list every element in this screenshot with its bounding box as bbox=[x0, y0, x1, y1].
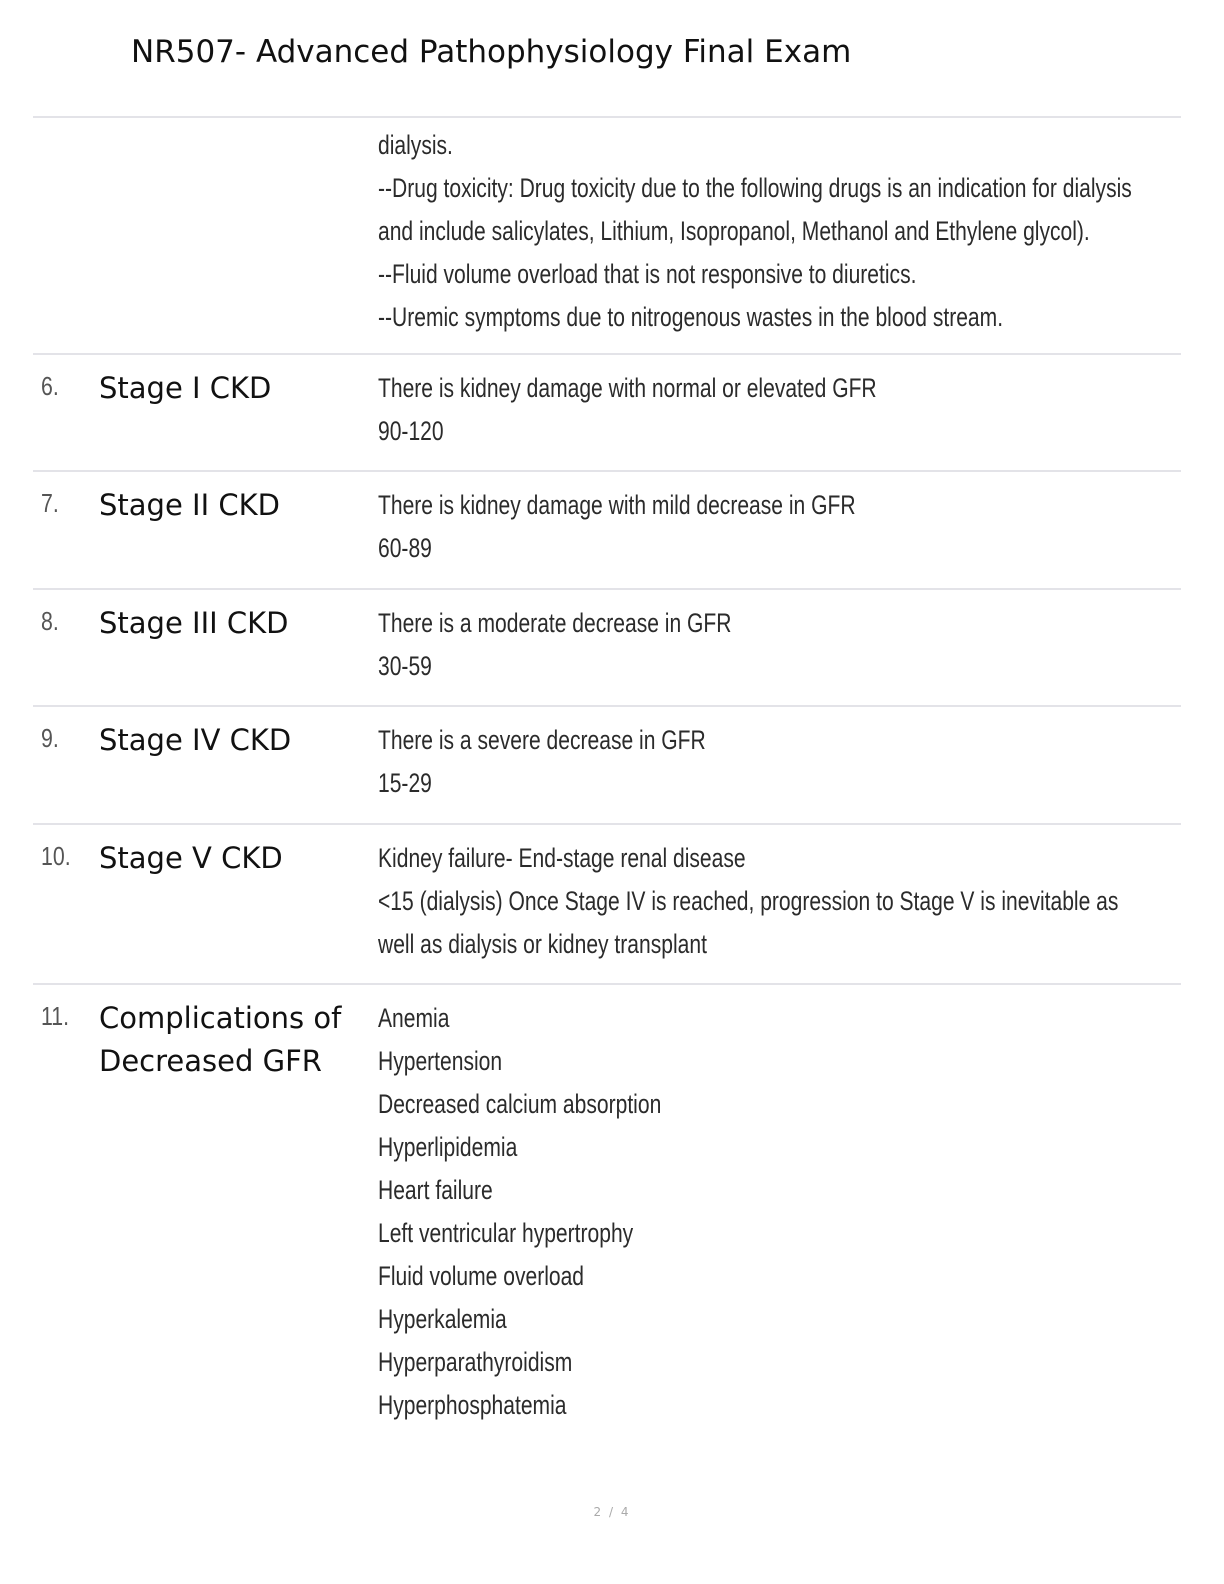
definition bbox=[378, 997, 1178, 1427]
continuation-row bbox=[33, 116, 1181, 353]
definition-line: --Fluid volume overload that is not responsive to diuretics. bbox=[378, 259, 917, 289]
definition-line: Hypertension bbox=[378, 1046, 503, 1076]
definition-line: There is kidney damage with mild decrease in GFR bbox=[378, 490, 856, 520]
page-number: 2 / 4 bbox=[593, 1505, 631, 1519]
definition bbox=[378, 484, 1178, 570]
card-row-7 bbox=[33, 470, 1181, 588]
definition-line: 90-120 bbox=[378, 416, 444, 446]
flashcard-table bbox=[33, 116, 1181, 1443]
definition-line: and include salicylates, Lithium, Isopropanol, Methanol and Ethylene glycol). bbox=[378, 216, 1090, 246]
definition bbox=[378, 602, 1178, 688]
card-row-11 bbox=[33, 983, 1181, 1443]
definition-line: Hyperlipidemia bbox=[378, 1132, 518, 1162]
definition-line: Heart failure bbox=[378, 1175, 493, 1205]
definition-line: 15-29 bbox=[378, 768, 432, 798]
card-row-8 bbox=[33, 588, 1181, 705]
definition-line: Hyperkalemia bbox=[378, 1304, 507, 1334]
definition-line: Kidney failure- End-stage renal disease bbox=[378, 843, 746, 873]
document-title: NR507- Advanced Pathophysiology Final Exam bbox=[131, 34, 852, 70]
definition-line: --Uremic symptoms due to nitrogenous wastes in the blood stream. bbox=[378, 302, 1004, 332]
card-term bbox=[99, 997, 369, 1083]
card-row-6 bbox=[33, 353, 1181, 470]
definition-line: Left ventricular hypertrophy bbox=[378, 1218, 634, 1248]
definition bbox=[378, 719, 1178, 805]
definition-line: Anemia bbox=[378, 1003, 450, 1033]
card-number: 9. bbox=[41, 723, 59, 753]
definition-line: Hyperparathyroidism bbox=[378, 1347, 573, 1377]
definition-line: There is a severe decrease in GFR bbox=[378, 725, 706, 755]
card-number: 11. bbox=[41, 1001, 70, 1031]
definition-line: 30-59 bbox=[378, 651, 432, 681]
card-term-line: Decreased GFR bbox=[99, 1044, 322, 1078]
definition-line: --Drug toxicity: Drug toxicity due to the following drugs is an indication for dialysis bbox=[378, 173, 1132, 203]
card-row-9 bbox=[33, 705, 1181, 823]
card-number: 7. bbox=[41, 488, 59, 518]
definition-line: 60-89 bbox=[378, 533, 432, 563]
card-term: Stage III CKD bbox=[99, 606, 289, 640]
card-term: Stage I CKD bbox=[99, 371, 272, 405]
definition-line: Hyperphosphatemia bbox=[378, 1390, 567, 1420]
card-number: 6. bbox=[41, 371, 59, 401]
definition-line: dialysis. bbox=[378, 130, 453, 160]
card-row-10 bbox=[33, 823, 1181, 983]
card-term: Stage V CKD bbox=[99, 841, 283, 875]
definition-line: There is a moderate decrease in GFR bbox=[378, 608, 732, 638]
definition-line: Decreased calcium absorption bbox=[378, 1089, 662, 1119]
card-term: Stage II CKD bbox=[99, 488, 280, 522]
definition bbox=[378, 837, 1178, 966]
definition bbox=[378, 367, 1178, 453]
definition-line: <15 (dialysis) Once Stage IV is reached, progression to Stage V is inevitable as bbox=[378, 886, 1119, 916]
definition-line: Fluid volume overload bbox=[378, 1261, 585, 1291]
definition bbox=[378, 124, 1178, 339]
card-term: Stage IV CKD bbox=[99, 723, 292, 757]
definition-line: There is kidney damage with normal or elevated GFR bbox=[378, 373, 877, 403]
card-term-line: Complications of bbox=[99, 1001, 342, 1035]
card-number: 8. bbox=[41, 606, 59, 636]
definition-line: well as dialysis or kidney transplant bbox=[378, 929, 707, 959]
card-number: 10. bbox=[41, 841, 71, 871]
